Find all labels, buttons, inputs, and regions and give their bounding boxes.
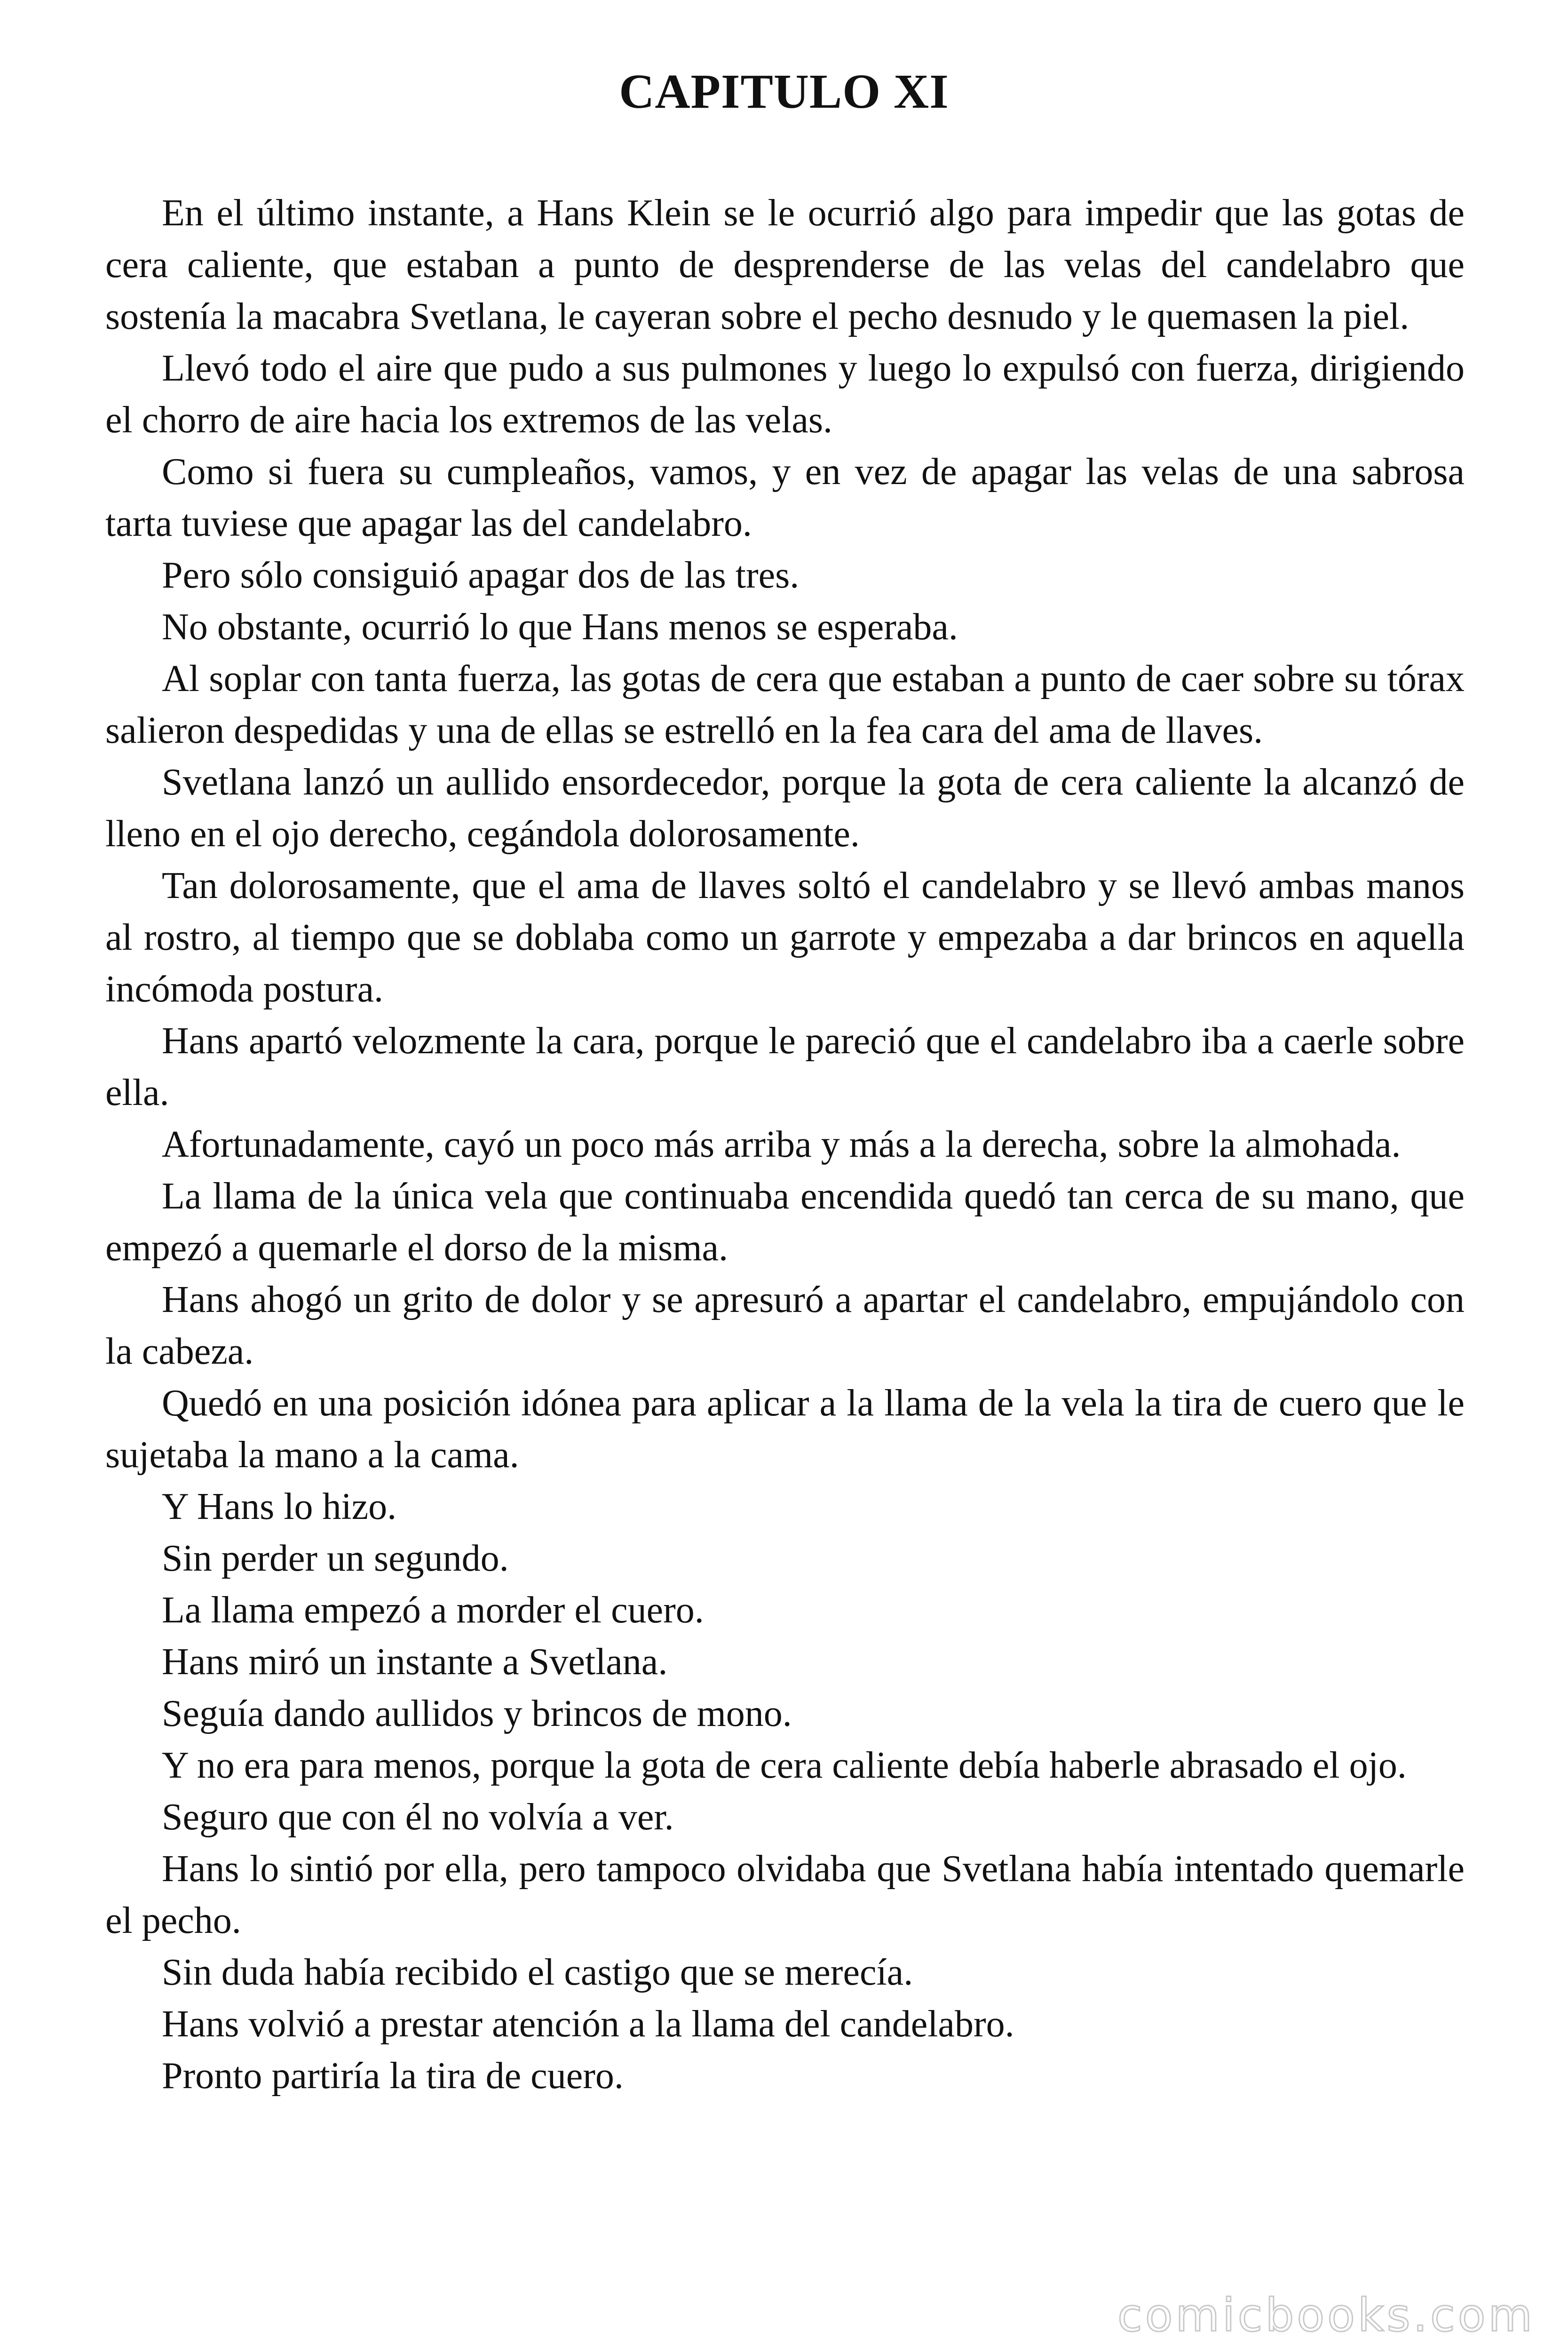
paragraph: Hans apartó velozmente la cara, porque le pareció que el candelabro iba a caerle sobre ella. — [105, 1020, 1465, 1113]
paragraph: Pronto partiría la tira de cuero. — [162, 2055, 624, 2097]
paragraph: Sin duda había recibido el castigo que se merecía. — [162, 1952, 913, 1993]
paragraph: No obstante, ocurrió lo que Hans menos se esperaba. — [162, 606, 958, 648]
paragraph: Hans miró un instante a Svetlana. — [162, 1641, 668, 1683]
paragraph: Quedó en una posición idónea para aplicar a la llama de la vela la tira de cuero que le sujetaba la mano a la cama. — [105, 1383, 1465, 1476]
paragraph: Seguro que con él no volvía a ver. — [162, 1796, 674, 1838]
paragraph: Hans lo sintió por ella, pero tampoco olvidaba que Svetlana había intentado quemarle el pecho. — [105, 1848, 1465, 1941]
paragraph: La llama empezó a morder el cuero. — [162, 1589, 704, 1631]
paragraph: Y Hans lo hizo. — [162, 1486, 397, 1527]
paragraph: Como si fuera su cumpleaños, vamos, y en vez de apagar las velas de una sabrosa tarta tuviese que apagar las del candelabro. — [105, 451, 1465, 544]
chapter-body — [105, 187, 1465, 2102]
chapter-title: CAPITULO XI — [619, 64, 949, 119]
paragraph: Afortunadamente, cayó un poco más arriba y más a la derecha, sobre la almohada. — [162, 1124, 1401, 1165]
paragraph: En el último instante, a Hans Klein se le ocurrió algo para impedir que las gotas de cera caliente, que estaban a punto de desprenderse de las velas del candelabro que sostenía la macabra Svetlana, le cayeran sobre el pecho desnudo y le quemasen la piel. — [105, 192, 1465, 337]
paragraph: Llevó todo el aire que pudo a sus pulmones y luego lo expulsó con fuerza, dirigiendo el chorro de aire hacia los extremos de las velas. — [105, 348, 1465, 441]
paragraph: Hans volvió a prestar atención a la llama del candelabro. — [162, 2003, 1014, 2045]
watermark: comicbooks.com — [1117, 2289, 1535, 2342]
paragraph: Tan dolorosamente, que el ama de llaves soltó el candelabro y se llevó ambas manos al rostro, al tiempo que se doblaba como un garrote y empezaba a dar brincos en aquella incómoda postura. — [105, 865, 1465, 1010]
paragraph: Al soplar con tanta fuerza, las gotas de cera que estaban a punto de caer sobre su tórax salieron despedidas y una de ellas se estrelló en la fea cara del ama de llaves. — [105, 658, 1465, 751]
paragraph: Svetlana lanzó un aullido ensordecedor, porque la gota de cera caliente la alcanzó de lleno en el ojo derecho, cegándola dolorosamente. — [105, 762, 1465, 855]
paragraph: Hans ahogó un grito de dolor y se apresuró a apartar el candelabro, empujándolo con la cabeza. — [105, 1279, 1465, 1372]
paragraph: Y no era para menos, porque la gota de cera caliente debía haberle abrasado el ojo. — [162, 1745, 1407, 1786]
paragraph: Sin perder un segundo. — [162, 1538, 509, 1579]
paragraph: Pero sólo consiguió apagar dos de las tres. — [162, 555, 800, 596]
paragraph: Seguía dando aullidos y brincos de mono. — [162, 1693, 792, 1734]
paragraph: La llama de la única vela que continuaba encendida quedó tan cerca de su mano, que empezó a quemarle el dorso de la misma. — [105, 1176, 1465, 1269]
